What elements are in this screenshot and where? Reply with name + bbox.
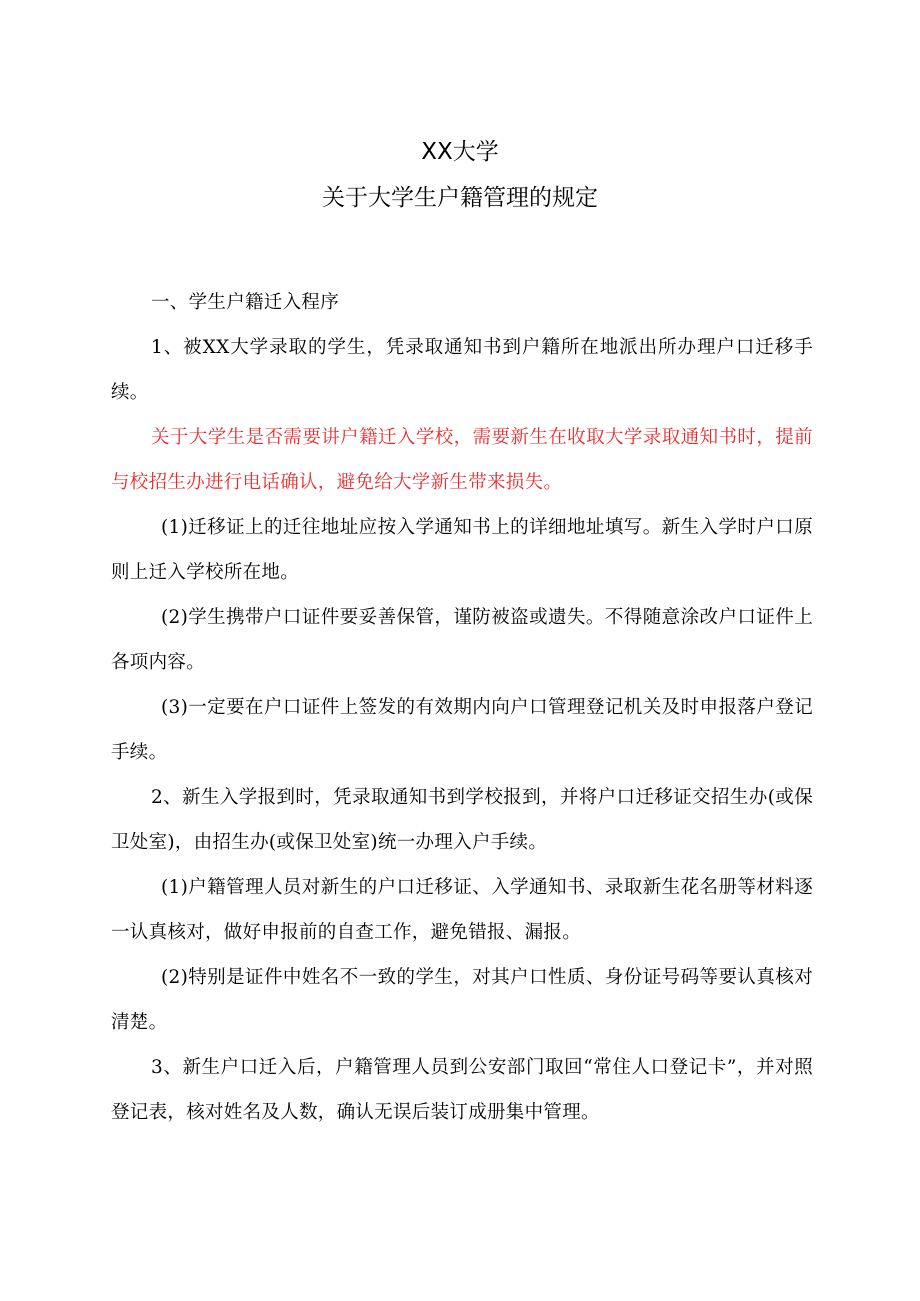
paragraph-item-3: 3、新生户口迁入后，户籍管理人员到公安部门取回“常住人口登记卡”，并对照登记表，核对姓名及人数，确认无误后装订成册集中管理。 — [111, 1057, 813, 1123]
paragraph-item-1: 1、被XX大学录取的学生，凭录取通知书到户籍所在地派出所办理户口迁移手续。 — [111, 337, 813, 403]
sub-item-2-2: (2)特别是证件中姓名不一致的学生，对其户口性质、身份证号码等要认真核对清楚。 — [111, 967, 813, 1033]
sub-item-1-1: (1)迁移证上的迁往地址应按入学通知书上的详细地址填写。新生入学时户口原则上迁入学校所在地。 — [111, 517, 813, 583]
sub-item-1-3: (3)一定要在户口证件上签发的有效期内向户口管理登记机关及时申报落户登记手续。 — [111, 697, 813, 763]
document-title: XX大学 — [421, 139, 499, 165]
document-subtitle: 关于大学生户籍管理的规定 — [322, 185, 598, 211]
document-body — [111, 280, 813, 1135]
sub-item-2-1: (1)户籍管理人员对新生的户口迁移证、入学通知书、录取新生花名册等材料逐一认真核对，做好申报前的自查工作，避免错报、漏报。 — [111, 877, 813, 943]
paragraph-item-2: 2、新生入学报到时，凭录取通知书到学校报到，并将户口迁移证交招生办(或保卫处室)，由招生办(或保卫处室)统一办理入户手续。 — [111, 787, 813, 853]
section-heading-1: 一、学生户籍迁入程序 — [151, 292, 340, 313]
notice-paragraph: 关于大学生是否需要讲户籍迁入学校，需要新生在收取大学录取通知书时，提前与校招生办进行电话确认，避免给大学新生带来损失。 — [111, 427, 813, 493]
sub-item-1-2: (2)学生携带户口证件要妥善保管，谨防被盗或遗失。不得随意涂改户口证件上各项内容。 — [111, 607, 813, 673]
